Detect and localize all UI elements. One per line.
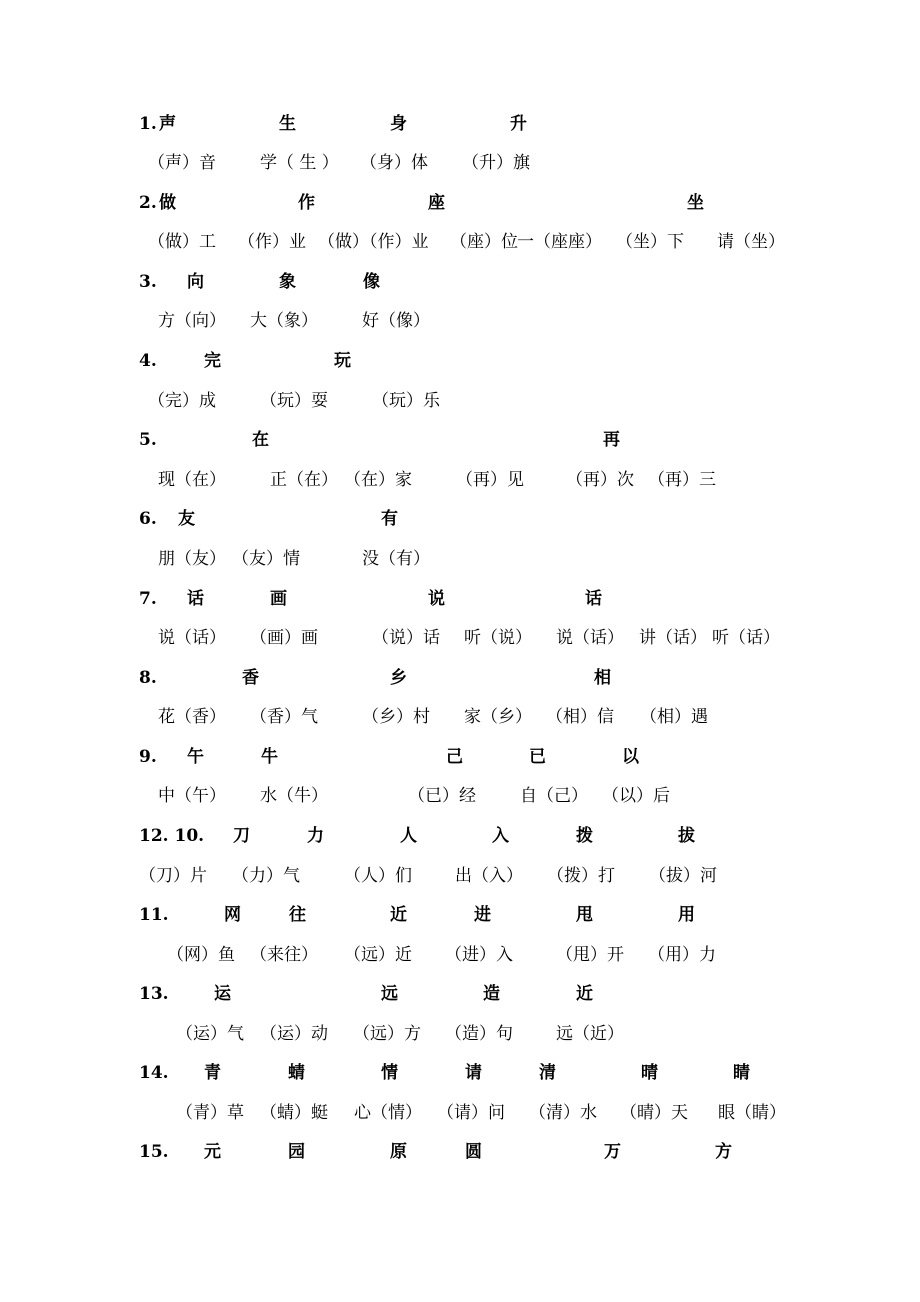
word-item: （再）次 (566, 470, 634, 490)
word-item: 中（午） (158, 786, 226, 806)
row-number: 8. (139, 668, 157, 688)
word-item: （相）遇 (640, 707, 708, 727)
word-item: （玩）耍 (260, 391, 328, 411)
head-char: 座 (428, 193, 445, 213)
word-item: 没（有） (362, 549, 430, 569)
row-number: 7. (139, 589, 157, 609)
head-char: 蜻 (288, 1063, 305, 1083)
word-item: 家（乡） (464, 707, 532, 727)
head-char: 请 (465, 1063, 482, 1083)
row-number: 1. (139, 114, 157, 134)
head-char: 友 (178, 509, 195, 529)
word-item: 自（己） (520, 786, 588, 806)
word-item: （用）力 (648, 945, 716, 965)
word-item: 说（话） (556, 628, 624, 648)
word-item: （香）气 (250, 707, 318, 727)
word-item: 方（向） (158, 311, 226, 331)
row-number: 6. (139, 509, 157, 529)
row-number: 12. 10. (139, 826, 205, 846)
word-item: （说）话 (372, 628, 440, 648)
word-item: （玩）乐 (372, 391, 440, 411)
word-item: （青）草 (176, 1103, 244, 1123)
word-item: 请（坐） (717, 232, 785, 252)
word-item: （拨）打 (547, 866, 615, 886)
head-char: 人 (400, 826, 417, 846)
word-item: （拔）河 (649, 866, 717, 886)
word-item: （声）音 (148, 153, 216, 173)
head-char: 园 (288, 1142, 305, 1162)
head-char: 原 (390, 1142, 407, 1162)
word-item: 花（香） (158, 707, 226, 727)
head-char: 方 (715, 1142, 732, 1162)
head-char: 做 (159, 193, 176, 213)
word-item: （造）句 (445, 1024, 513, 1044)
head-char: 作 (298, 193, 315, 213)
word-item: （远）近 (344, 945, 412, 965)
word-item: （网）鱼 (167, 945, 235, 965)
head-char: 生 (279, 114, 296, 134)
word-item: 讲（话） (639, 628, 707, 648)
head-char: 元 (204, 1142, 221, 1162)
head-char: 近 (390, 905, 407, 925)
head-char: 向 (187, 272, 204, 292)
word-item: 好（像） (362, 311, 430, 331)
word-item: （再）见 (456, 470, 524, 490)
word-item: （再）三 (648, 470, 716, 490)
word-item: （做）工 (148, 232, 216, 252)
head-char: 圆 (465, 1142, 482, 1162)
word-item: （人）们 (344, 866, 412, 886)
head-char: 运 (214, 984, 231, 1004)
word-item: 现（在） (158, 470, 226, 490)
head-char: 完 (204, 351, 221, 371)
head-char: 往 (289, 905, 306, 925)
head-char: 刀 (233, 826, 250, 846)
word-item: （进）入 (445, 945, 513, 965)
row-number: 14. (139, 1063, 169, 1083)
word-item: （升）旗 (462, 153, 530, 173)
head-char: 话 (187, 589, 204, 609)
head-char: 青 (204, 1063, 221, 1083)
head-char: 有 (381, 509, 398, 529)
head-char: 用 (678, 905, 695, 925)
head-char: 万 (604, 1142, 621, 1162)
head-char: 已 (529, 747, 546, 767)
word-item: （座）位 (450, 232, 518, 252)
head-char: 话 (585, 589, 602, 609)
row-number: 2. (139, 193, 157, 213)
word-item: （运）动 (260, 1024, 328, 1044)
head-char: 睛 (733, 1063, 750, 1083)
row-number: 9. (139, 747, 157, 767)
head-char: 己 (446, 747, 463, 767)
head-char: 甩 (576, 905, 593, 925)
head-char: 牛 (261, 747, 278, 767)
word-item: 学（ 生 ） (260, 153, 339, 173)
head-char: 网 (224, 905, 241, 925)
word-item: （远）方 (353, 1024, 421, 1044)
word-item: 眼（睛） (718, 1103, 786, 1123)
word-item: （完）成 (148, 391, 216, 411)
word-item: 大（象） (250, 311, 318, 331)
word-item: 一（座座） (517, 232, 602, 252)
word-item: （做）（作）业 (318, 232, 429, 252)
word-item: 水（牛） (260, 786, 328, 806)
word-item: （蜻）蜓 (260, 1103, 328, 1123)
word-item: （力）气 (232, 866, 300, 886)
word-item: 心（情） (354, 1103, 422, 1123)
head-char: 相 (594, 668, 611, 688)
head-char: 再 (603, 430, 620, 450)
head-char: 玩 (334, 351, 351, 371)
head-char: 在 (252, 430, 269, 450)
head-char: 入 (492, 826, 509, 846)
word-item: （以）后 (602, 786, 670, 806)
row-number: 3. (139, 272, 157, 292)
word-item: （作）业 (238, 232, 306, 252)
head-char: 坐 (687, 193, 704, 213)
word-item: （晴）天 (620, 1103, 688, 1123)
word-item: （画）画 (250, 628, 318, 648)
word-item: 远（近） (556, 1024, 624, 1044)
word-item: （已）经 (408, 786, 476, 806)
head-char: 以 (622, 747, 639, 767)
word-item: （来往） (250, 945, 318, 965)
head-char: 清 (539, 1063, 556, 1083)
head-char: 乡 (390, 668, 407, 688)
row-number: 5. (139, 430, 157, 450)
head-char: 像 (363, 272, 380, 292)
head-char: 说 (428, 589, 445, 609)
word-item: 听（话） (712, 628, 780, 648)
word-item: 朋（友） (158, 549, 226, 569)
head-char: 力 (307, 826, 324, 846)
word-item: 说（话） (158, 628, 226, 648)
word-item: （相）信 (546, 707, 614, 727)
word-item: （运）气 (176, 1024, 244, 1044)
word-item: （在）家 (344, 470, 412, 490)
head-char: 身 (390, 114, 407, 134)
head-char: 声 (159, 114, 176, 134)
word-item: 出（入） (455, 866, 523, 886)
word-item: （清）水 (529, 1103, 597, 1123)
head-char: 象 (279, 272, 296, 292)
word-item: （甩）开 (556, 945, 624, 965)
head-char: 拔 (678, 826, 695, 846)
row-number: 13. (139, 984, 169, 1004)
head-char: 拨 (576, 826, 593, 846)
row-number: 11. (139, 905, 169, 925)
row-number: 4. (139, 351, 157, 371)
word-item: 听（说） (464, 628, 532, 648)
head-char: 远 (381, 984, 398, 1004)
head-char: 近 (576, 984, 593, 1004)
word-item: 正（在） (270, 470, 338, 490)
head-char: 造 (483, 984, 500, 1004)
head-char: 香 (242, 668, 259, 688)
head-char: 进 (474, 905, 491, 925)
word-item: （友）情 (232, 549, 300, 569)
row-number: 15. (139, 1142, 169, 1162)
head-char: 升 (510, 114, 527, 134)
word-item: （乡）村 (362, 707, 430, 727)
head-char: 画 (270, 589, 287, 609)
word-item: （请）问 (437, 1103, 505, 1123)
head-char: 情 (381, 1063, 398, 1083)
head-char: 午 (187, 747, 204, 767)
word-item: （坐）下 (616, 232, 684, 252)
head-char: 晴 (641, 1063, 658, 1083)
word-item: （刀）片 (139, 866, 207, 886)
word-item: （身）体 (360, 153, 428, 173)
